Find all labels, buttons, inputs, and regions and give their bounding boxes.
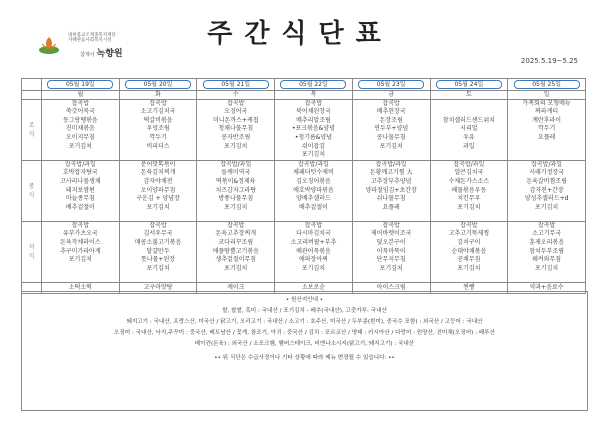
menu-item: 시리얼 [460,125,478,133]
org-name: 참제사 녹향원 [80,49,123,59]
meal-label-char: 식 [28,130,35,138]
menu-cell [430,221,508,282]
meal-label-char: 조 [28,121,35,129]
menu-item: 잡곡밥/과일 [220,160,252,168]
menu-item: 양배추샐러드 [296,195,331,203]
menu-item: 콩나물무침 [376,133,406,141]
snack-cell: 고구마맛탕 [119,282,197,293]
menu-item: 소고기무국 [532,230,562,238]
menu-item: 소고리버팔+부추 [290,238,337,246]
menu-cell [42,221,120,282]
meal-label-char: 식 [28,252,35,260]
menu-item [508,143,585,152]
menu-item: 유부가츠오국 [62,230,98,238]
menu-item: 짜파게티 [535,108,559,116]
menu-item: 어묵마뚝이 [376,247,406,255]
origin-info-title: • 원산지안내 • [285,297,324,303]
menu-item: 훈제오리볶음 [529,238,564,246]
menu-item: 덮오븐구이 [376,238,406,246]
menu-cell [119,221,197,282]
snack-cell: 아이스크림 [352,282,430,293]
menu-item: 공채무침 [457,256,481,264]
menu-item: 배추겉절이 [65,203,95,211]
menu-item: 돈황깨고기찜 大 [369,169,413,177]
menu-item: 포기김치 [379,142,403,150]
menu-item: 잡곡밥 [227,221,245,229]
menu-item: •청기름&양념 [294,133,333,141]
date-cell [430,79,508,91]
menu-item: 양성추샐러드+d [524,195,569,203]
menu-item: 떡볶이&정제육 [216,177,256,185]
menu-item: 배관어묵볶음 [296,247,331,255]
menu-item: 마늘종무침 [65,195,95,203]
menu-cell [430,99,508,160]
menu-item: 포기김치 [224,203,248,211]
menu-cell [508,221,586,282]
date-label: 05월 24일 [436,80,502,89]
menu-cell [508,99,586,160]
menu-item: 고추장부추양념 [370,177,412,185]
weekly-menu-table [21,78,586,294]
menu-item: 잡곡밥 [304,221,323,229]
menu-cell [275,99,353,160]
menu-item: 애파장아찌 [298,256,328,264]
menu-item: 구운김 + 양념장 [136,195,180,203]
menu-item: 배추겉절이 [298,203,328,211]
menu-item: 양파절임김+초간장 [365,186,417,194]
menu-item: 감자전+간장 [529,186,564,194]
menu-item: 동그랑땡볶음 [62,116,98,124]
weekday-label: 금 [352,90,430,99]
menu-item: 치즈감자그라탕 [215,186,257,194]
menu-item: 감자야채전 [143,177,173,185]
menu-item: 포기김치 [224,142,248,150]
menu-item: 포기김치 [457,203,481,211]
menu-item: 메추리알조림 [296,116,331,124]
menu-item: 순대야채볶음 [451,247,487,255]
menu-item: 미니돈까스+케첩 [212,116,259,124]
menu-item: 김치구이 [457,238,481,246]
menu-item: 진미채볶음 [65,125,95,133]
logo [30,30,150,64]
menu-item: 잡곡밥 [149,99,167,107]
menu-item: 호박잡자탕국 [62,169,98,177]
menu-item: 고사리나물생채 [60,177,101,185]
menu-item: 시래기정장국 [529,169,564,177]
meal-row [22,221,586,282]
menu-item: 연두부+양념 [374,125,409,133]
meal-label-char: 식 [28,191,35,199]
origin-info [21,291,588,411]
meal-label-char: 중 [28,182,35,190]
menu-item: 돈육작채라이스 [60,238,101,246]
origin-info-line: 오징어 : 국내산, 낙지,주꾸미 : 중국산, 베트남산 / 꽃게, 참조기, 아귀 : 중국산 / 김치 : 포르코산 / 명태 : 러시아산 / 다랑어 : 원양산, 진미채(오징어) : 페루산 [114,330,495,336]
menu-item: 김오징어볶음 [296,177,331,185]
menu-item: 참치샐러드샌드위치 [442,116,495,124]
menu-item: 쉬이잡김 [301,142,326,150]
menu-item: 고추고기뚝제찡 [448,230,490,238]
weekday-label: 수 [197,90,275,99]
menu-item: 잡곡밥 [537,221,556,229]
menu-item: 추구미가라아게 [60,247,101,255]
menu-item [431,108,508,117]
meal-row [22,99,586,160]
date-cell [197,79,275,91]
weekday-label: 월 [42,90,120,99]
date-label: 05월 22일 [280,80,346,89]
menu-item: 잡곡밥/과일 [64,160,96,168]
menu-item: 북어채된장국 [296,108,331,116]
page-title: 주간식단표 [207,19,393,49]
menu-item: 콩자반조림 [221,133,251,141]
date-cell [352,79,430,91]
menu-cell [42,160,120,221]
snack-cell: 케이크 [197,282,275,293]
menu-item: 수제돈가스소스 [448,177,490,185]
menu-item: 포기김치 [379,264,403,272]
menu-item: 돼지보쌈편 [65,186,95,194]
meal-label [22,221,42,282]
menu-cell [119,99,197,160]
menu-item: 돈육갈비찜조림 [526,177,567,185]
menu-item: 제어바렛이조국 [370,230,412,238]
menu-item: 쑥갓어묵국 [65,108,95,116]
menu-item: 우엉조림 [146,125,170,133]
menu-item: 김서우무국 [143,230,173,238]
menu-item: 요플레 [382,203,400,211]
menu-item: 포기김치 [146,203,170,211]
menu-item: 잡곡밥/과일 [375,160,407,168]
meal-label [22,160,42,221]
menu-item: 얼큰김치국 [454,169,484,177]
menu-cell [197,99,275,160]
menu-item: 매콤소불고기볶음 [134,238,182,246]
menu-item: 톳나물+된장 [141,256,176,264]
menu-cell [275,221,353,282]
menu-cell [119,160,197,221]
menu-item: 생추겉절이무침 [215,256,257,264]
menu-item: 돈장조림 [379,116,403,124]
menu-item: 배추된장국 [376,108,406,116]
menu-item: 잡곡밥 [382,221,400,229]
date-cell [508,79,586,91]
org-subtitle: 대한불교조계종복지재단 자혜관음사회복지시설 [68,33,116,43]
menu-cell [508,160,586,221]
origin-info-line: 베이컨(돈육) : 외국산 / 소포크햄, 햄버스테이크, 비엔나소시지(닭고기, 돼지고기) : 국내산 [194,341,415,347]
snack-cell: 찐빵 [430,282,508,293]
menu-item: 쉐켜와무침 [532,256,562,264]
menu-item: 떡갈비볶음 [143,116,173,124]
menu-item: 잡곡밥/과일 [297,160,329,168]
menu-item: 오이지무침 [65,133,95,141]
menu-item: 방풍나물무침 [218,195,254,203]
menu-item: 포기김치 [68,142,92,150]
menu-item: 포기김치 [68,256,92,264]
menu-cell [352,99,430,160]
origin-info-line: 쌀, 찹쌀, 흑미 : 국내산 / 포기김치 - 배추(국내산), 고춧가루: 국내산 [222,308,387,314]
menu-item: 돈육김치찌개 [140,169,176,177]
date-cell [42,79,120,91]
menu-cell [352,160,430,221]
menu-cell [197,160,275,221]
menu-item: 포기김치 [535,203,559,211]
menu-item: 애플땅뿔고기볶음 [212,247,259,255]
menu-item: 참치두부조림 [529,247,564,255]
menu-item: 분어맛톡볶이 [140,160,176,168]
menu-item: 잡곡밥 [304,99,323,107]
date-label: 05월 20일 [125,80,191,89]
menu-item: 들깨미역국 [221,169,251,177]
menu-change-notice: •• 위 식단은 수급사정이나 기타 상황에 따라 메뉴 변경될 수 있습니다. •• [214,355,395,361]
menu-item: 잡곡밥/과일 [453,160,485,168]
snack-cell: 약과+음료수 [508,282,586,293]
menu-item: 치킨무우 [457,195,481,203]
menu-item: 포기김치 [457,264,481,272]
menu-item: 깍두기 [149,133,167,141]
snack-cell: 소떡소떡 [42,282,120,293]
menu-item [42,265,119,274]
meal-label-char: 석 [28,243,35,251]
menu-item: 잡곡밥/과일 [531,160,563,168]
menu-item: 포기김치 [224,264,248,272]
menu-item: 잡곡밥 [149,221,167,229]
menu-item: •포크볶음&양념 [291,125,335,133]
menu-cell [42,99,120,160]
weekday-label: 일 [508,90,586,99]
menu-item: 포기김치 [535,264,559,272]
menu-item: 청채나물무침 [218,125,254,133]
corner-cell [22,79,42,91]
meal-row [22,160,586,221]
snack-cell: 소보로순 [275,282,353,293]
date-label: 05월 25일 [514,80,580,89]
menu-cell [275,160,353,221]
date-row [22,79,586,91]
weekday-label: 토 [430,90,508,99]
menu-item: 단무지무침 [376,256,406,264]
menu-item: 잡곡밥 [71,221,90,229]
menu-item: 잡곡밥 [71,99,90,107]
date-label: 05월 21일 [203,80,269,89]
weekday-row [22,90,586,99]
menu-item: 계란후라이 [532,116,562,124]
menu-item: 우유 [463,133,475,141]
menu-item: 포기김치 [146,264,170,272]
menu-item: 포기김치 [301,264,326,272]
menu-period: 2025.5.19~5.25 [520,57,578,65]
origin-info-line: 돼지고기 : 국내산, 프랑스산, 미국산 / 닭고기, 오리고기 : 국내산 / 소고기 : 호주산, 미국산 / 두부콩(흰미), 중국수 포함) : 외국산 / 고등어 : 국내산 [126,319,483,325]
date-cell [275,79,353,91]
corner-cell [22,90,42,99]
menu-item: 잡곡밥 [382,99,400,107]
menu-item: 잡곡밥 [460,221,478,229]
menu-item: 쉬나물무침 [376,195,406,203]
menu-item: 잡곡밥 [227,99,245,107]
menu-item: 달걀만두 [146,247,170,255]
menu-item: 코다리꾸조림 [218,238,254,246]
menu-item: 해물볶음우동 [451,186,487,194]
date-label: 05월 19일 [47,80,113,89]
weekday-label: 화 [119,90,197,99]
menu-item: 과일 [463,142,475,150]
menu-item: 비피더스 [146,142,170,150]
menu-item: 가족회의 모형메뉴 [522,99,571,107]
menu-item [431,100,508,109]
menu-item: 체패더텃수제비 [293,169,334,177]
menu-cell [430,160,508,221]
menu-item: 포기김치 [301,151,326,159]
meal-label [22,99,42,160]
menu-item: 돈육고추장찌개 [215,230,257,238]
date-label: 05월 23일 [358,80,424,89]
menu-cell [352,221,430,282]
lotus-logo-icon [38,35,60,57]
date-cell [119,79,197,91]
menu-cell [197,221,275,282]
menu-item: 소고기김치국 [140,108,176,116]
menu-item: 오징어국 [224,108,248,116]
menu-item: 다시마김치국 [296,230,331,238]
menu-item: 애호박양파볶음 [293,186,334,194]
menu-item: 요플레 [537,133,556,141]
weekday-label: 목 [275,90,353,99]
menu-item: 오이양파무침 [140,186,176,194]
menu-item: 깍두기 [537,125,556,133]
